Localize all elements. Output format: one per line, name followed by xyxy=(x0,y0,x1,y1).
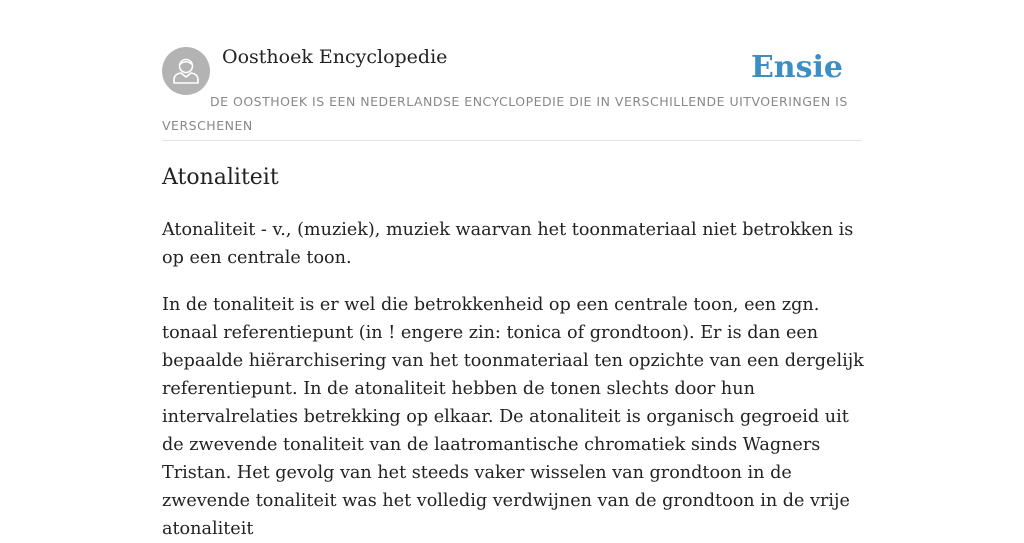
source-header xyxy=(162,40,862,141)
article-paragraph: Atonaliteit - v., (muziek), muziek waarvan het toonmateriaal niet betrokken is op een centrale toon. xyxy=(162,220,854,268)
ensie-logo[interactable]: Ensie xyxy=(750,50,843,85)
source-title[interactable]: Oosthoek Encyclopedie xyxy=(222,46,448,68)
user-icon xyxy=(162,47,210,95)
article-paragraph: In de tonaliteit is er wel die betrokkenheid op een centrale toon, een zgn. tonaal referentiepunt (in ! engere zin: tonica of grondtoon). Er is dan een bepaalde hiërarchisering van het toonmateriaal ten opzichte van een dergelijk referentiepunt. In de atonaliteit hebben de tonen slechts door hun intervalrelaties betrekking op elkaar. De atonaliteit is organisch gegroeid uit de zwevende tonaliteit van de laatromantische chromatiek sinds Wagners Tristan. Het gevolg van het steeds vaker wisselen van grondtoon in de zwevende tonaliteit was het volledig verdwijnen van de grondtoon in de vrije atonaliteit xyxy=(162,295,864,539)
article xyxy=(162,160,867,543)
source-avatar[interactable] xyxy=(162,47,210,95)
article-title: Atonaliteit xyxy=(162,165,279,190)
source-description: DE OOSTHOEK IS EEN NEDERLANDSE ENCYCLOPEDIE DIE IN VERSCHILLENDE UITVOERINGEN IS VERSCHENEN xyxy=(162,94,848,133)
